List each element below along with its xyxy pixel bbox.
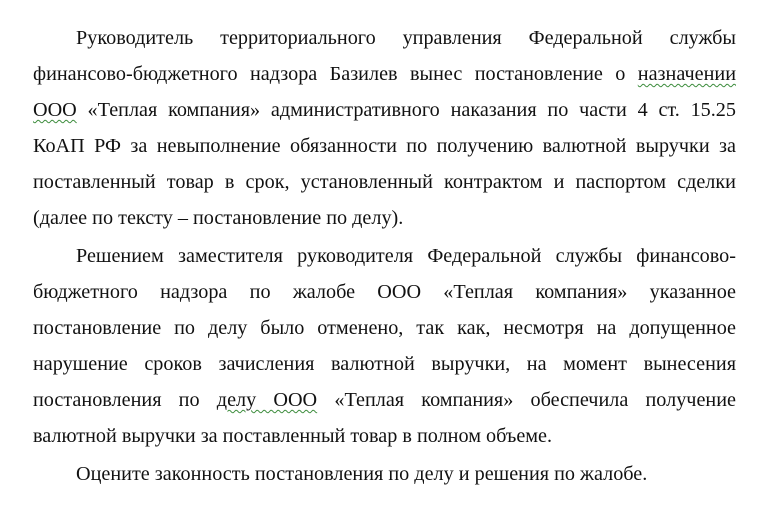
spellcheck-flagged-word[interactable]: делу ООО <box>216 389 318 411</box>
spellcheck-flagged-word[interactable]: назначении <box>637 63 736 85</box>
document-body <box>33 20 736 492</box>
paragraph-3-text: Оцените законность постановления по делу и решения по жалобе. <box>76 463 648 485</box>
paragraph-2-text: Решением заместителя руководителя Федеральной службы финансово-бюджетного надзора по жалобе ООО «Теплая компания» указанное постановление по делу было отменено, так как, несмотря на допущенное нарушение сроков зачисления валютной выручки, на момент вынесения постановления по <box>33 245 736 411</box>
paragraph-1-text: Руководитель территориального управления Федеральной службы финансово-бюджетного надзора Базилев вынес постановление о <box>33 27 736 85</box>
paragraph-2 <box>33 238 736 454</box>
spellcheck-flagged-word[interactable]: ООО <box>33 99 77 121</box>
paragraph-1 <box>33 20 736 236</box>
paragraph-2-text: «Теплая компания» обеспечила получение валютной выручки за поставленный товар в полном объеме. <box>33 389 736 447</box>
paragraph-1-text: «Теплая компания» административного наказания по части 4 ст. 15.25 КоАП РФ за невыполнение обязанности по получению валютной выручки за поставленный товар в срок, установленный контрактом и паспортом сделки (далее по тексту – постановление по делу). <box>33 99 736 229</box>
paragraph-3 <box>33 456 736 492</box>
